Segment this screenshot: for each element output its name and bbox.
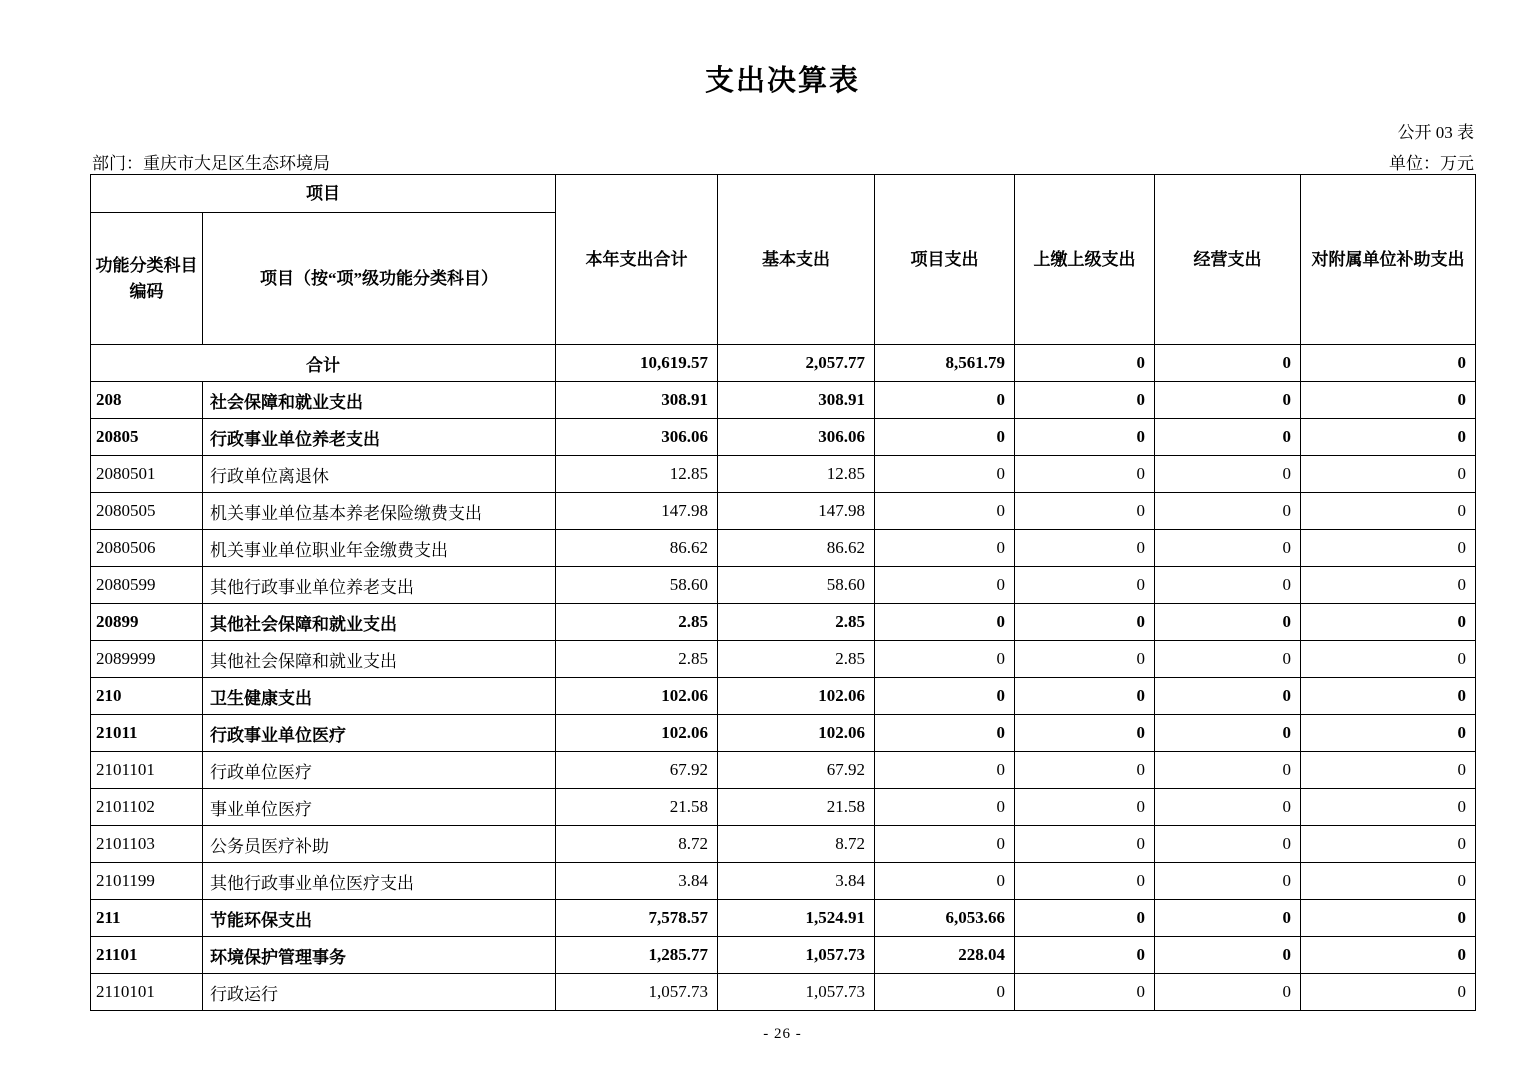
cell-value: 102.06 (718, 678, 875, 715)
cell-value: 21.58 (718, 789, 875, 826)
cell-value: 0 (1301, 826, 1476, 863)
cell-value: 6,053.66 (875, 900, 1015, 937)
cell-value: 0 (1301, 900, 1476, 937)
cell-value: 0 (1155, 752, 1301, 789)
cell-value: 147.98 (556, 493, 718, 530)
cell-value: 0 (875, 493, 1015, 530)
cell-project-name: 其他社会保障和就业支出 (203, 641, 556, 678)
cell-project-name: 行政运行 (203, 974, 556, 1011)
cell-value: 0 (1015, 345, 1155, 382)
header-col-basic: 基本支出 (718, 175, 875, 345)
cell-value: 7,578.57 (556, 900, 718, 937)
cell-code: 2110101 (91, 974, 203, 1011)
cell-value: 0 (1155, 863, 1301, 900)
cell-value: 0 (1015, 826, 1155, 863)
table-body (91, 345, 1476, 1011)
cell-value: 1,057.73 (718, 974, 875, 1011)
cell-code: 2089999 (91, 641, 203, 678)
header-col-annual-total: 本年支出合计 (556, 175, 718, 345)
cell-value: 0 (1155, 493, 1301, 530)
cell-value: 2,057.77 (718, 345, 875, 382)
table-row (91, 863, 1476, 900)
cell-code: 2101199 (91, 863, 203, 900)
table-row-total (91, 345, 1476, 382)
cell-value: 86.62 (556, 530, 718, 567)
cell-value: 308.91 (718, 382, 875, 419)
cell-value: 308.91 (556, 382, 718, 419)
table-row (91, 567, 1476, 604)
cell-value: 0 (1015, 715, 1155, 752)
cell-value: 8.72 (718, 826, 875, 863)
cell-project-name: 社会保障和就业支出 (203, 382, 556, 419)
cell-value: 2.85 (718, 641, 875, 678)
cell-value: 0 (1301, 974, 1476, 1011)
cell-project-name: 卫生健康支出 (203, 678, 556, 715)
cell-value: 0 (875, 826, 1015, 863)
table-row (91, 937, 1476, 974)
cell-value: 12.85 (556, 456, 718, 493)
cell-value: 0 (1015, 456, 1155, 493)
table-row (91, 530, 1476, 567)
cell-value: 0 (1155, 567, 1301, 604)
cell-value: 0 (875, 641, 1015, 678)
cell-value: 0 (1155, 382, 1301, 419)
cell-value: 3.84 (556, 863, 718, 900)
cell-value: 0 (1301, 530, 1476, 567)
cell-value: 58.60 (718, 567, 875, 604)
cell-value: 0 (1301, 752, 1476, 789)
table-code-label: 公开 03 表 (1397, 123, 1474, 142)
cell-code: 21011 (91, 715, 203, 752)
cell-value: 0 (875, 604, 1015, 641)
table-row (91, 826, 1476, 863)
cell-value: 0 (1015, 641, 1155, 678)
cell-value: 0 (1301, 715, 1476, 752)
cell-value: 0 (875, 789, 1015, 826)
cell-value: 0 (1301, 419, 1476, 456)
cell-value: 0 (1301, 567, 1476, 604)
cell-value: 0 (1155, 900, 1301, 937)
cell-value: 0 (1155, 678, 1301, 715)
cell-value: 0 (1015, 974, 1155, 1011)
cell-value: 67.92 (556, 752, 718, 789)
cell-project-name: 事业单位医疗 (203, 789, 556, 826)
header-col-operating: 经营支出 (1155, 175, 1301, 345)
table-row (91, 789, 1476, 826)
cell-code: 2101103 (91, 826, 203, 863)
cell-value: 0 (1015, 678, 1155, 715)
cell-value: 0 (1301, 937, 1476, 974)
page-number: - 26 - (763, 1026, 802, 1042)
cell-value: 0 (1015, 752, 1155, 789)
cell-value: 3.84 (718, 863, 875, 900)
cell-value: 0 (1015, 530, 1155, 567)
cell-value: 0 (875, 678, 1015, 715)
cell-code: 2080506 (91, 530, 203, 567)
table-row (91, 641, 1476, 678)
cell-value: 2.85 (556, 604, 718, 641)
cell-value: 0 (1155, 826, 1301, 863)
cell-value: 306.06 (556, 419, 718, 456)
cell-value: 0 (875, 715, 1015, 752)
table-header (91, 175, 1476, 345)
cell-value: 2.85 (556, 641, 718, 678)
cell-value: 86.62 (718, 530, 875, 567)
cell-value: 0 (1155, 974, 1301, 1011)
cell-code: 2080501 (91, 456, 203, 493)
cell-value: 0 (875, 752, 1015, 789)
cell-code: 20899 (91, 604, 203, 641)
cell-value: 0 (1301, 382, 1476, 419)
cell-project-name: 其他社会保障和就业支出 (203, 604, 556, 641)
cell-project-name: 其他行政事业单位医疗支出 (203, 863, 556, 900)
cell-project-name: 行政单位医疗 (203, 752, 556, 789)
header-project-group: 项目 (91, 175, 556, 213)
cell-value: 0 (1301, 493, 1476, 530)
table-row (91, 715, 1476, 752)
cell-value: 0 (1015, 789, 1155, 826)
cell-value: 102.06 (718, 715, 875, 752)
header-row-1 (91, 175, 1476, 213)
header-project-name: 项目（按“项”级功能分类科目） (203, 213, 556, 345)
cell-value: 0 (1155, 419, 1301, 456)
cell-value: 102.06 (556, 715, 718, 752)
cell-value: 228.04 (875, 937, 1015, 974)
page-title: 支出决算表 (704, 65, 860, 97)
cell-value: 306.06 (718, 419, 875, 456)
cell-value: 0 (1015, 604, 1155, 641)
table-row (91, 752, 1476, 789)
table-row (91, 419, 1476, 456)
cell-code: 20805 (91, 419, 203, 456)
cell-value: 0 (1155, 641, 1301, 678)
header-col-remit-upper: 上缴上级支出 (1015, 175, 1155, 345)
cell-value: 0 (1155, 937, 1301, 974)
cell-value: 0 (1015, 493, 1155, 530)
cell-value: 58.60 (556, 567, 718, 604)
table-row (91, 456, 1476, 493)
cell-project-name: 环境保护管理事务 (203, 937, 556, 974)
unit-label: 单位：万元 (1389, 154, 1474, 173)
cell-value: 0 (1015, 900, 1155, 937)
cell-value: 0 (1015, 567, 1155, 604)
cell-value: 0 (1301, 604, 1476, 641)
cell-value: 0 (875, 530, 1015, 567)
cell-value: 0 (875, 567, 1015, 604)
table-row (91, 678, 1476, 715)
cell-value: 8.72 (556, 826, 718, 863)
cell-value: 1,524.91 (718, 900, 875, 937)
department-label: 部门：重庆市大足区生态环境局 (92, 154, 330, 173)
cell-value: 10,619.57 (556, 345, 718, 382)
cell-code: 210 (91, 678, 203, 715)
cell-project-name: 其他行政事业单位养老支出 (203, 567, 556, 604)
cell-project-name: 机关事业单位职业年金缴费支出 (203, 530, 556, 567)
cell-value: 0 (1301, 678, 1476, 715)
cell-code: 208 (91, 382, 203, 419)
cell-project-name: 公务员医疗补助 (203, 826, 556, 863)
cell-value: 0 (1301, 345, 1476, 382)
cell-code: 2080599 (91, 567, 203, 604)
table-row (91, 382, 1476, 419)
cell-value: 21.58 (556, 789, 718, 826)
cell-code: 211 (91, 900, 203, 937)
cell-value: 0 (1155, 715, 1301, 752)
cell-code: 2101101 (91, 752, 203, 789)
cell-value: 0 (1301, 456, 1476, 493)
cell-project-name: 机关事业单位基本养老保险缴费支出 (203, 493, 556, 530)
cell-value: 0 (875, 863, 1015, 900)
cell-value: 0 (1015, 419, 1155, 456)
cell-project-name: 节能环保支出 (203, 900, 556, 937)
cell-value: 0 (875, 419, 1015, 456)
expenditure-table (90, 174, 1476, 1011)
header-col-subsidy-affiliated: 对附属单位补助支出 (1301, 175, 1476, 345)
cell-value: 0 (1301, 863, 1476, 900)
cell-value: 67.92 (718, 752, 875, 789)
cell-value: 0 (1015, 937, 1155, 974)
cell-value: 102.06 (556, 678, 718, 715)
header-col-project: 项目支出 (875, 175, 1015, 345)
table-row (91, 974, 1476, 1011)
table-row (91, 604, 1476, 641)
cell-value: 0 (1015, 863, 1155, 900)
cell-value: 0 (1301, 641, 1476, 678)
cell-value: 2.85 (718, 604, 875, 641)
cell-value: 0 (1155, 345, 1301, 382)
table-row (91, 493, 1476, 530)
cell-value: 0 (1301, 789, 1476, 826)
cell-code: 21101 (91, 937, 203, 974)
cell-total-label: 合计 (91, 345, 556, 382)
cell-value: 0 (1015, 382, 1155, 419)
cell-value: 0 (875, 382, 1015, 419)
header-code: 功能分类科目编码 (91, 213, 203, 345)
cell-value: 0 (875, 456, 1015, 493)
cell-value: 0 (1155, 789, 1301, 826)
cell-value: 1,285.77 (556, 937, 718, 974)
cell-value: 1,057.73 (718, 937, 875, 974)
cell-value: 147.98 (718, 493, 875, 530)
table-row (91, 900, 1476, 937)
cell-project-name: 行政事业单位养老支出 (203, 419, 556, 456)
cell-value: 12.85 (718, 456, 875, 493)
cell-value: 0 (875, 974, 1015, 1011)
cell-value: 0 (1155, 530, 1301, 567)
cell-code: 2080505 (91, 493, 203, 530)
cell-project-name: 行政单位离退休 (203, 456, 556, 493)
cell-value: 0 (1155, 456, 1301, 493)
cell-value: 0 (1155, 604, 1301, 641)
cell-project-name: 行政事业单位医疗 (203, 715, 556, 752)
cell-value: 8,561.79 (875, 345, 1015, 382)
cell-value: 1,057.73 (556, 974, 718, 1011)
cell-code: 2101102 (91, 789, 203, 826)
